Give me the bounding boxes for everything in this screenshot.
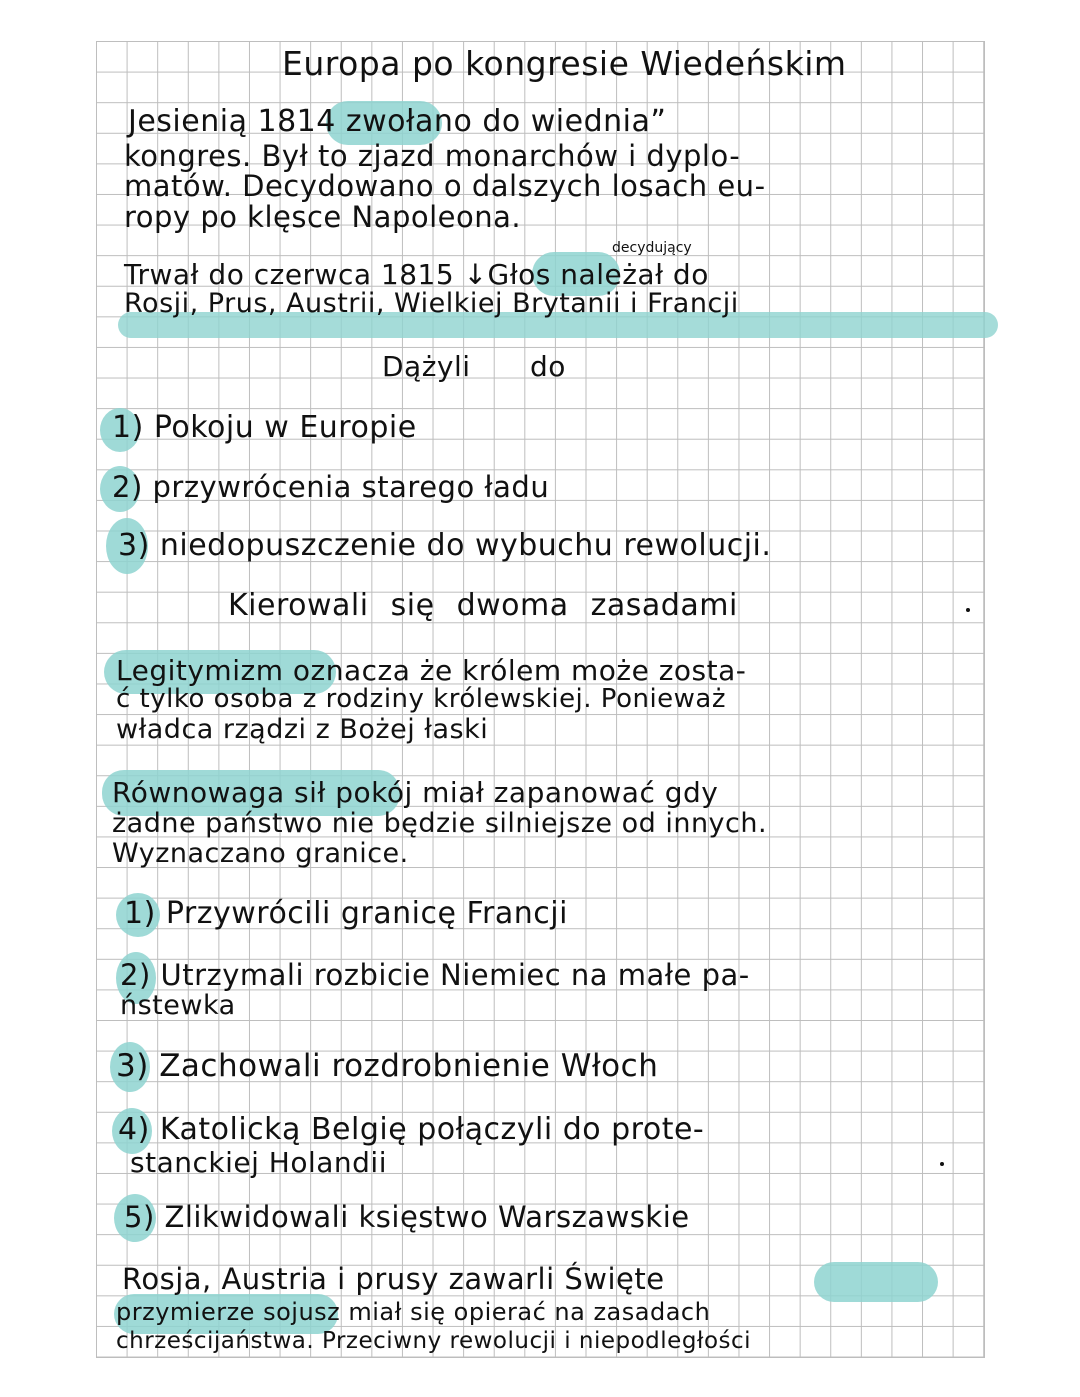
legitimism-text: oznacza że królem może zosta- xyxy=(283,654,747,687)
balance-text: pokój miał zapanować gdy xyxy=(325,776,719,809)
stray-dot xyxy=(940,1162,944,1166)
intro-line: kongres. Był to zjazd monarchów i dyplo- xyxy=(124,139,741,173)
holy-alliance-term: przymierze xyxy=(116,1298,255,1326)
balance-line xyxy=(112,776,718,809)
intro-line: Jesienią 1814 zwołano do wiednia” xyxy=(128,104,667,139)
border-text: Zlikwidowali księstwo Warszawskie xyxy=(164,1200,690,1234)
goal-text: niedopuszczenie do wybuchu rewolucji. xyxy=(159,528,772,563)
legitimism-line: władca rządzi z Bożej łaski xyxy=(116,714,489,745)
border-number: 4) xyxy=(118,1112,150,1147)
intro-line: ropy po klęsce Napoleona. xyxy=(124,200,522,234)
border-item xyxy=(120,958,750,992)
highlight-swiete xyxy=(814,1262,938,1302)
legitimism-line xyxy=(116,654,746,687)
goal-text: Pokoju w Europie xyxy=(153,410,417,445)
holy-alliance-text: sojusz miał się opierać na zasadach xyxy=(254,1298,711,1326)
legitimism-term: Legitymizm xyxy=(116,654,284,687)
goals-heading: Dążyli do xyxy=(382,350,566,383)
border-number: 3) xyxy=(116,1048,149,1084)
duration-line: Trwał do czerwca 1815 ↓Głos należał do xyxy=(124,258,709,291)
goal-item xyxy=(118,528,771,563)
holy-alliance-line xyxy=(122,1262,665,1296)
stray-dot xyxy=(966,608,970,612)
goal-number: 3) xyxy=(118,528,150,563)
border-item xyxy=(116,1048,658,1084)
goal-number: 2) xyxy=(112,470,143,504)
border-item-cont: ństewka xyxy=(120,990,236,1021)
border-item xyxy=(124,896,568,931)
border-item-cont: stanckiej Holandii xyxy=(130,1146,387,1179)
balance-line: Wyznaczano granice. xyxy=(112,838,409,869)
holy-alliance-term: Święte xyxy=(564,1262,665,1296)
border-text: Utrzymali rozbicie Niemiec na małe pa- xyxy=(160,958,750,992)
balance-line: żadne państwo nie będzie silniejsze od innych. xyxy=(112,808,768,839)
border-text: Katolicką Belgię połączyli do prote- xyxy=(159,1112,705,1147)
border-text: Przywrócili granicę Francji xyxy=(165,896,568,931)
goal-number: 1) xyxy=(112,410,144,445)
border-number: 2) xyxy=(120,958,151,992)
principles-heading: Kierowali się dwoma zasadami xyxy=(228,588,738,623)
holy-alliance-line: chrześcijaństwa. Przeciwny rewolucji i niepodległości xyxy=(116,1328,752,1354)
holy-alliance-text: Rosja, Austria i prusy zawarli xyxy=(122,1262,565,1296)
goal-text: przywrócenia starego ładu xyxy=(152,470,550,504)
powers-line: Rosji, Prus, Austrii, Wielkiej Brytanii i Francji xyxy=(124,288,739,319)
balance-term: Równowaga sił xyxy=(112,776,326,809)
goal-item xyxy=(112,410,417,445)
border-item xyxy=(118,1112,704,1147)
border-item xyxy=(124,1200,690,1234)
legitimism-line: ć tylko osoba z rodziny królewskiej. Ponieważ xyxy=(116,684,727,714)
intro-line: matów. Decydowano o dalszych losach eu- xyxy=(124,169,766,203)
border-text: Zachowali rozdrobnienie Włoch xyxy=(159,1048,659,1084)
border-number: 1) xyxy=(124,896,156,931)
annotation-note: decydujący xyxy=(612,240,692,256)
border-number: 5) xyxy=(124,1200,155,1234)
holy-alliance-line xyxy=(116,1298,710,1326)
page-title: Europa po kongresie Wiedeńskim xyxy=(282,44,847,83)
goal-item xyxy=(112,470,549,504)
